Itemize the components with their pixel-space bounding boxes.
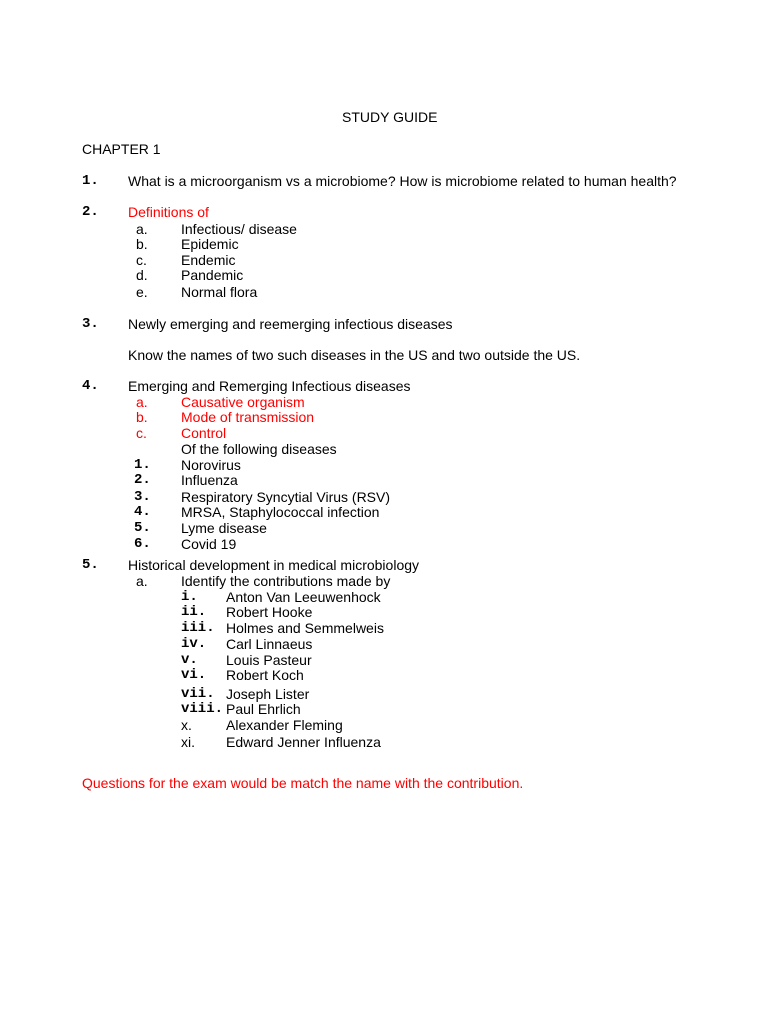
question-number: 5. [82,557,99,573]
list-marker: 1. [134,457,151,473]
list-item: Joseph Lister [226,686,310,702]
list-item: Epidemic [181,236,239,252]
exam-note: Questions for the exam would be match the name with the contribution. [82,775,524,791]
list-marker: c. [136,425,147,441]
list-item: Robert Hooke [226,604,313,620]
list-marker: 5. [134,520,151,536]
list-item: Lyme disease [181,520,267,536]
list-marker: vi. [181,667,207,683]
list-marker: a. [136,394,148,410]
list-marker: v. [181,652,198,668]
list-marker: a. [136,573,148,589]
list-marker: ii. [181,604,207,620]
list-item: Pandemic [181,267,244,283]
list-marker: xi. [181,734,195,750]
list-item: Holmes and Semmelweis [226,620,384,636]
list-marker: iv. [181,636,207,652]
list-item: Paul Ehrlich [226,701,301,717]
list-item: Anton Van Leeuwenhock [226,589,381,605]
question-note: Know the names of two such diseases in the US and two outside the US. [128,347,581,363]
list-item: Causative organism [181,394,305,410]
question-heading: Definitions of [128,204,209,220]
list-marker: c. [136,252,147,268]
list-marker: 4. [134,504,151,520]
question-number: 2. [82,204,99,220]
list-item: Endemic [181,252,236,268]
question-text: What is a microorganism vs a microbiome? How is microbiome related to human health? [128,173,677,189]
list-item: Covid 19 [181,536,237,552]
list-marker: 2. [134,472,151,488]
list-marker: b. [136,409,148,425]
list-item: Infectious/ disease [181,221,297,237]
list-item: Identify the contributions made by [181,573,391,589]
question-text: Emerging and Remerging Infectious diseases [128,378,411,394]
list-item: MRSA, Staphylococcal infection [181,504,380,520]
list-item: Influenza [181,472,238,488]
question-text: Historical development in medical microbiology [128,557,420,573]
list-item: Control [181,425,227,441]
question-number: 4. [82,378,99,394]
list-marker: i. [181,589,198,605]
list-item: Normal flora [181,284,258,300]
list-item: Robert Koch [226,667,304,683]
list-marker: 6. [134,536,151,552]
list-item: Mode of transmission [181,409,315,425]
list-item: Edward Jenner Influenza [226,734,381,750]
list-marker: iii. [181,620,215,636]
chapter-heading: CHAPTER 1 [82,141,161,157]
list-item: Louis Pasteur [226,652,312,668]
list-marker: b. [136,236,148,252]
list-marker: e. [136,284,148,300]
list-marker: vii. [181,686,215,702]
page-title: STUDY GUIDE [342,109,438,125]
list-item: Alexander Fleming [226,717,343,733]
list-marker: viii. [181,701,224,717]
question-text: Newly emerging and reemerging infectious diseases [128,316,453,332]
sub-heading: Of the following diseases [181,441,337,457]
list-item: Norovirus [181,457,241,473]
list-marker: x. [181,717,192,733]
list-marker: 3. [134,489,151,505]
question-number: 1. [82,173,99,189]
list-marker: d. [136,267,148,283]
list-marker: a. [136,221,148,237]
list-item: Respiratory Syncytial Virus (RSV) [181,489,391,505]
question-number: 3. [82,316,99,332]
list-item: Carl Linnaeus [226,636,313,652]
